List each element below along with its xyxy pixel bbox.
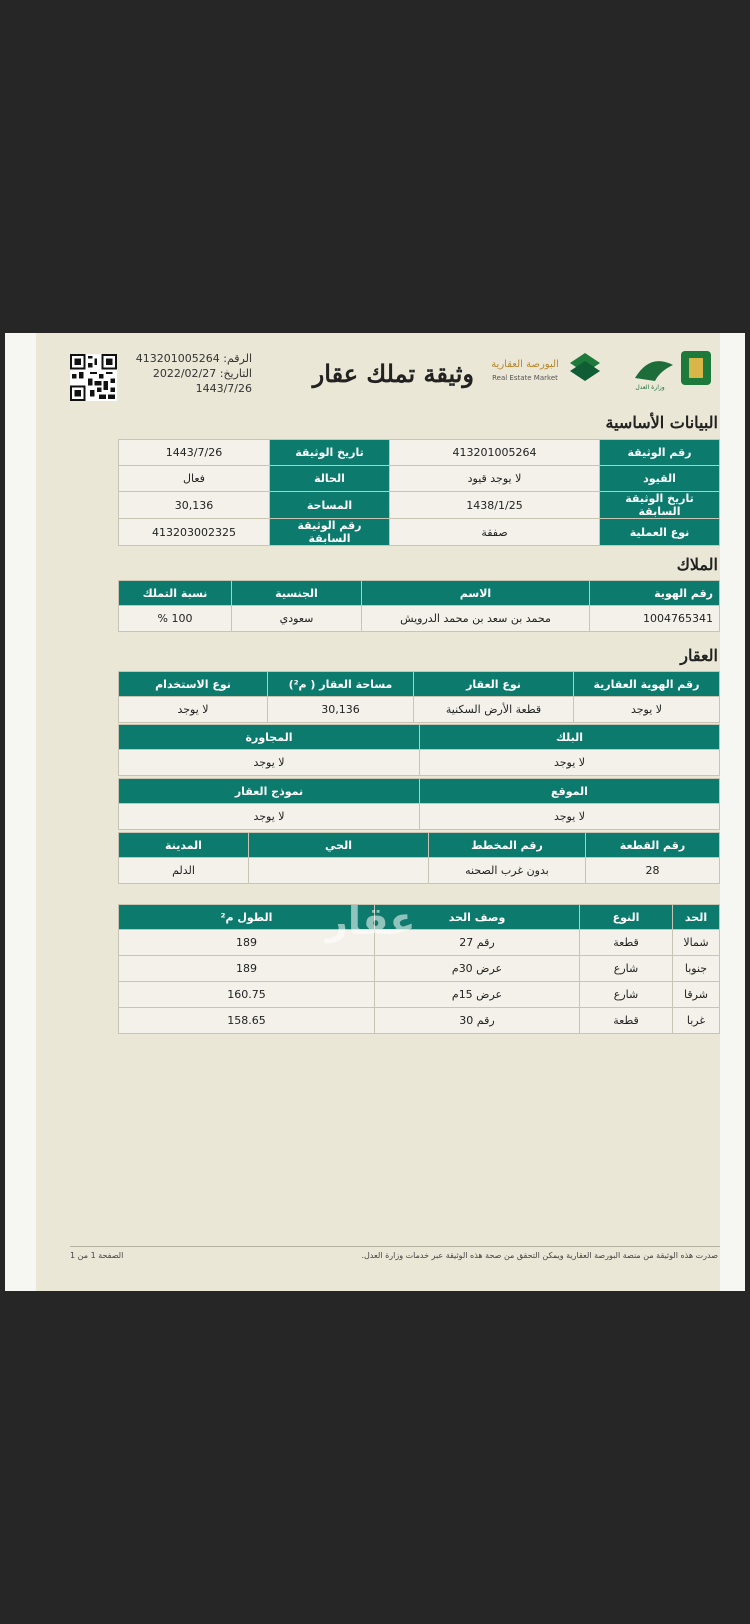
cell-value: 1004765341 <box>590 606 720 632</box>
cell-value: محمد بن سعد بن محمد الدرويش <box>362 606 590 632</box>
table-row <box>119 492 720 519</box>
header-cell: رقم الهوية العقارية <box>574 672 720 697</box>
header-cell: رقم الهوية <box>590 581 720 606</box>
basic-table <box>118 439 720 546</box>
header-cell: الاسم <box>362 581 590 606</box>
cell-value: لا يوجد <box>119 697 268 723</box>
header-cell: الطول م² <box>119 905 375 930</box>
header-cell: المجاورة <box>119 725 420 750</box>
svg-text:Real Estate Market: Real Estate Market <box>492 374 558 382</box>
header-cell: نوع الاستخدام <box>119 672 268 697</box>
table-header-row <box>119 581 720 606</box>
cell-value: لا يوجد <box>420 750 720 776</box>
location-table <box>118 778 720 830</box>
cell-value: 28 <box>586 858 720 884</box>
owners-table <box>118 580 720 632</box>
cell-value: 413201005264 <box>390 440 600 466</box>
table-row <box>119 956 720 982</box>
header-cell: الحي <box>249 833 429 858</box>
cell-value: شرقا <box>673 982 720 1008</box>
cell-value <box>249 858 429 884</box>
cell-value: 189 <box>119 956 375 982</box>
cell-value: لا يوجد <box>420 804 720 830</box>
header-cell: رقم المخطط <box>429 833 586 858</box>
cell-value: قطعة <box>580 930 673 956</box>
exchange-logo-icon <box>570 353 600 381</box>
cell-value: سعودي <box>232 606 362 632</box>
ministry-logo-icon <box>635 351 711 385</box>
table-row <box>119 858 720 884</box>
cell-value: لا يوجد <box>574 697 720 723</box>
cell-label: تاريخ الوثيقة <box>270 440 390 466</box>
logos <box>485 343 720 393</box>
cell-value: جنوبا <box>673 956 720 982</box>
cell-value: 30,136 <box>268 697 414 723</box>
cell-value: 30,136 <box>119 492 270 519</box>
cell-value: رقم 30 <box>375 1008 580 1034</box>
table-row <box>119 982 720 1008</box>
cell-value: 160.75 <box>119 982 375 1008</box>
cell-value: رقم 27 <box>375 930 580 956</box>
cell-label: رقم الوثيقة <box>600 440 720 466</box>
document-meta <box>130 351 252 396</box>
property-section-title: العقار <box>680 646 718 665</box>
cell-value: 100 % <box>119 606 232 632</box>
basic-section-title: البيانات الأساسية <box>605 413 718 432</box>
table-header-row <box>119 725 720 750</box>
cell-value: غربا <box>673 1008 720 1034</box>
table-row <box>119 606 720 632</box>
cell-value: قطعة <box>580 1008 673 1034</box>
cell-value: لا يوجد <box>119 750 420 776</box>
ref-label: الرقم: <box>223 352 252 365</box>
header-cell: المدينة <box>119 833 249 858</box>
header-cell: البلك <box>420 725 720 750</box>
table-row <box>119 1008 720 1034</box>
page-number: الصفحة 1 من 1 <box>70 1251 124 1260</box>
ref-value: 413201005264 <box>135 352 220 365</box>
footer-note: صدرت هذه الوثيقة من منصة البورصة العقارية ويمكن التحقق من صحة هذه الوثيقة عبر خدمات وزارة العدل. <box>361 1251 718 1260</box>
table-row <box>119 750 720 776</box>
cell-value: لا يوجد قيود <box>390 466 600 492</box>
property-table <box>118 671 720 723</box>
cell-label: تاريخ الوثيقة السابقة <box>600 492 720 519</box>
cell-label: نوع العملية <box>600 519 720 546</box>
header-cell: الموقع <box>420 779 720 804</box>
cell-value: فعال <box>119 466 270 492</box>
borders-table <box>118 904 720 1034</box>
cell-label: القيود <box>600 466 720 492</box>
page-title: وثيقة تملك عقار <box>312 359 474 388</box>
header-cell: النوع <box>580 905 673 930</box>
header-cell: وصف الحد <box>375 905 580 930</box>
cell-value: 189 <box>119 930 375 956</box>
cell-value: 413203002325 <box>119 519 270 546</box>
table-row <box>119 466 720 492</box>
cell-value: بدون غرب الصحنه <box>429 858 586 884</box>
table-header-row <box>119 905 720 930</box>
parcel-table <box>118 832 720 884</box>
document-sheet <box>36 333 720 1291</box>
block-table <box>118 724 720 776</box>
cell-value: شمالا <box>673 930 720 956</box>
header-cell: الحد <box>673 905 720 930</box>
table-row <box>119 697 720 723</box>
owners-section-title: الملاك <box>676 555 718 574</box>
cell-value: 1438/1/25 <box>390 492 600 519</box>
cell-value: قطعة الأرض السكنية <box>414 697 574 723</box>
cell-value: 158.65 <box>119 1008 375 1034</box>
cell-value: شارع <box>580 982 673 1008</box>
footer-divider <box>70 1246 720 1247</box>
cell-value: صفقة <box>390 519 600 546</box>
qr-code-icon <box>70 354 117 401</box>
header-cell: رقم القطعة <box>586 833 720 858</box>
document-frame <box>5 333 745 1291</box>
svg-text:البورصة العقارية: البورصة العقارية <box>491 359 559 370</box>
header-cell: نسبة التملك <box>119 581 232 606</box>
cell-value: 1443/7/26 <box>119 440 270 466</box>
cell-value: عرض 30م <box>375 956 580 982</box>
cell-label: رقم الوثيقة السابقة <box>270 519 390 546</box>
table-row <box>119 930 720 956</box>
watermark: عقار <box>326 899 416 943</box>
table-header-row <box>119 672 720 697</box>
table-row <box>119 804 720 830</box>
date-h: 1443/7/26 <box>195 382 252 395</box>
cell-label: المساحة <box>270 492 390 519</box>
cell-value: لا يوجد <box>119 804 420 830</box>
svg-text:وزارة العدل: وزارة العدل <box>635 384 665 391</box>
cell-label: الحالة <box>270 466 390 492</box>
date-label: التاريخ: <box>219 367 252 380</box>
date-g: 2022/02/27 <box>152 367 217 380</box>
table-row <box>119 440 720 466</box>
header-cell: مساحة العقار ( م²) <box>268 672 414 697</box>
table-header-row <box>119 833 720 858</box>
header-cell: الجنسية <box>232 581 362 606</box>
cell-value: الدلم <box>119 858 249 884</box>
header-cell: نوع العقار <box>414 672 574 697</box>
table-row <box>119 519 720 546</box>
cell-value: عرض 15م <box>375 982 580 1008</box>
cell-value: شارع <box>580 956 673 982</box>
table-header-row <box>119 779 720 804</box>
header-cell: نموذج العقار <box>119 779 420 804</box>
